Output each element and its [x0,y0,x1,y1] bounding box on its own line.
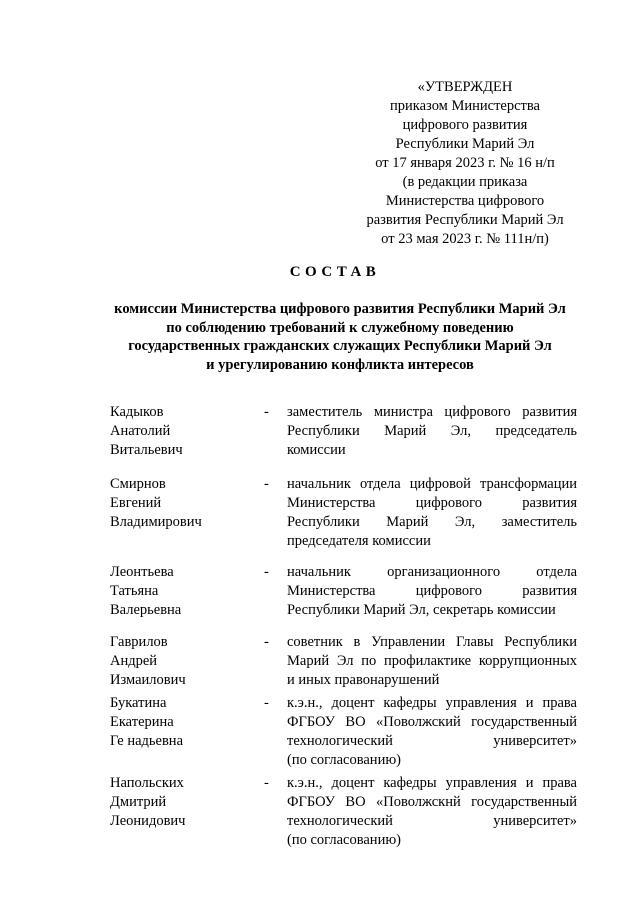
member-name [110,563,260,620]
member-patronymic: Измаилович [110,672,186,688]
member-name [110,403,260,460]
approval-line: от 17 января 2023 г. № 16 н/п [375,155,555,171]
role-line: заместитель министра цифрового развития [287,404,577,420]
document-title: СОСТАВ [289,264,381,280]
member-first-name: Андрей [110,653,158,669]
role-line: Министерства цифрового развития [287,583,577,599]
member-surname: Букатина [110,695,167,711]
member-role [287,633,577,690]
approval-line: цифрового развития [402,117,528,133]
member-patronymic: Валерьевна [110,602,182,618]
approval-line: Министерства цифрового [385,193,545,209]
role-line: технологический университет» [287,733,577,749]
member-first-name: Евгений [110,495,162,511]
approval-line: «УТВЕРЖДЕН [417,79,513,95]
member-role [287,774,577,850]
member-role [287,563,577,620]
member-first-name: Татьяна [110,583,159,599]
approval-stamp [340,78,590,249]
member-role [287,694,577,770]
member-name [110,774,260,831]
approval-line: от 23 мая 2023 г. № 111н/п) [381,231,549,247]
member-surname: Гаврилов [110,634,168,650]
subtitle-line: и урегулированию конфликта интересов [206,356,474,373]
member-dash: - [264,404,269,420]
member-first-name: Екатерина [110,714,174,730]
role-line: к.э.н., доцент кафедры управления и права [287,775,577,791]
role-line: начальник организационного отдела [287,564,577,580]
member-name [110,475,260,532]
member-dash: - [264,775,269,791]
role-line: и иных правонарушений [287,672,440,688]
role-line: (по согласованию) [287,752,401,768]
role-line: (по согласованию) [287,832,401,848]
member-role [287,403,577,460]
member-patronymic: Ге надьевна [110,733,184,749]
member-name [110,694,260,751]
role-line: технологический университет» [287,813,577,829]
subtitle-line: государственных гражданских служащих Республики Марий Эл [128,338,552,354]
member-dash: - [264,695,269,711]
role-line: Марий Эл по профилактике коррупционных [287,653,577,669]
member-surname: Смирнов [110,476,166,492]
member-patronymic: Владимирович [110,514,202,530]
role-line: ФГБОУ ВО «Поволжскнй государственный [287,794,577,810]
member-first-name: Анатолий [110,423,171,439]
member-patronymic: Витальевич [110,442,183,458]
member-dash: - [264,634,269,650]
role-line: Республики Марий Эл, заместитель [287,514,577,530]
role-line: к.э.н., доцент кафедры управления и права [287,695,577,711]
role-line: ФГБОУ ВО «Поволжский государственный [287,714,577,730]
approval-line: развития Республики Марий Эл [366,212,564,228]
role-line: советник в Управлении Главы Республики [287,634,577,650]
subtitle-line: комиссии Министерства цифрового развития Республики Марий Эл [114,301,566,317]
member-first-name: Дмитрий [110,794,167,810]
member-surname: Кадыков [110,404,164,420]
member-patronymic: Леонидович [110,813,186,829]
member-surname: Леонтьева [110,564,174,580]
member-surname: Напольских [110,775,184,791]
member-role [287,475,577,551]
document-subtitle [80,300,600,374]
member-dash: - [264,476,269,492]
approval-line: приказом Министерства [390,98,540,114]
role-line: начальник отдела цифровой трансформации [287,476,577,492]
member-dash: - [264,564,269,580]
subtitle-line: по соблюдению требований к служебному поведению [166,319,514,336]
role-line: Республики Марий Эл, секретарь комиссии [287,602,556,618]
role-line: Республики Марий Эл, председатель [287,423,577,439]
role-line: председателя комиссии [287,533,431,549]
role-line: Министерства цифрового развития [287,495,577,511]
member-name [110,633,260,690]
approval-line: Республики Марий Эл [395,136,535,152]
approval-line: (в редакции приказа [402,174,528,190]
role-line: комиссии [287,442,346,458]
